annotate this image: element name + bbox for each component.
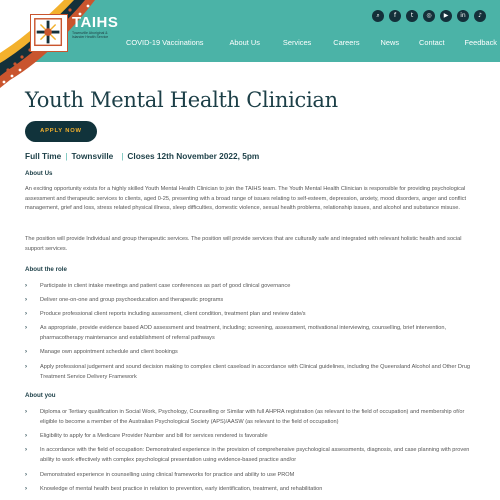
job-meta: [25, 151, 259, 161]
about-us-heading: About Us: [25, 170, 53, 177]
list-item-text: Produce professional client reports including assessment, client condition, treatment plan and review date/s: [40, 311, 306, 317]
meta-divider: |: [121, 151, 124, 161]
chevron-right-icon: ›: [25, 297, 27, 303]
chevron-right-icon: ›: [25, 447, 27, 453]
youtube-icon[interactable]: ▶: [440, 10, 452, 22]
list-item-text: As appropriate, provide evidence based AOD assessment and treatment, including; screening, assessment, motivational interviewing, counselling, brief intervention, pharmacotherapy maintenance and establishment of referral pathways: [40, 325, 447, 341]
chevron-right-icon: ›: [25, 325, 27, 331]
list-item-text: Demonstrated experience in counselling using clinical frameworks for practice and ability to use PROM: [40, 472, 295, 478]
chevron-right-icon: ›: [25, 486, 27, 492]
page-title: Youth Mental Health Clinician: [25, 88, 338, 112]
linkedin-icon[interactable]: in: [457, 10, 469, 22]
tiktok-icon[interactable]: ♪: [474, 10, 486, 22]
social-links: [372, 10, 486, 22]
about-you-heading: About you: [25, 392, 56, 399]
job-closing-date: Closes 12th November 2022, 5pm: [127, 151, 260, 161]
chevron-right-icon: ›: [25, 409, 27, 415]
nav-contact[interactable]: Contact: [419, 38, 445, 47]
nav-services[interactable]: Services: [282, 38, 312, 47]
facebook-icon[interactable]: f: [389, 10, 401, 22]
about-role-heading: About the role: [25, 266, 67, 273]
list-item-text: Diploma or Tertiary qualification in Social Work, Psychology, Counselling or Similar with full AHPRA registration (as relevant to the field of occupation) and membership of/or eligible to become a member of the Australian Psychological Society (APS)/AASW (as relevant to the field of occupation): [40, 409, 465, 425]
search-icon[interactable]: ⌕: [372, 10, 384, 22]
brand-name[interactable]: TAIHS: [72, 14, 119, 31]
chevron-right-icon: ›: [25, 364, 27, 370]
apply-now-button[interactable]: APPLY NOW: [25, 121, 97, 142]
nav-news[interactable]: News: [380, 38, 400, 47]
chevron-right-icon: ›: [25, 433, 27, 439]
list-item-text: Apply professional judgement and sound decision making to complex client caseload in accordance with Clinical guidelines, including the Queensland Alcohol and Other Drug Treatment Service Delivery Framework: [40, 364, 471, 380]
chevron-right-icon: ›: [25, 311, 27, 317]
about-us-paragraph-1: An exciting opportunity exists for a highly skilled Youth Mental Health Clinician to join the TAIHS team. The Youth Mental Health Clinician is responsible for providing psychological assessment and therapeutic services to clients, aged 0-25, presenting with a broad range of issues relating to self-esteem, depression, anxiety, mood disorders, anger and conflict management, grief and loss, stress related physical illness, sleep difficulties, domestic violence, sexual health problems, relationship issues, and alcohol and substance misuse.: [25, 186, 467, 212]
about-us-paragraph-2: The position will provide Individual and group therapeutic services. The position will provide services that are culturally safe and integrated with relevant holistic health and social support services.: [25, 236, 462, 252]
instagram-icon[interactable]: ◎: [423, 10, 435, 22]
list-item-text: Participate in client intake meetings and patient case conferences as part of good clinical governance: [40, 283, 291, 289]
job-location: Townsville: [71, 151, 114, 161]
nav-careers[interactable]: Careers: [333, 38, 360, 47]
logo-emblem[interactable]: [30, 14, 68, 52]
job-type: Full Time: [25, 151, 62, 161]
meta-divider: |: [65, 151, 68, 161]
chevron-right-icon: ›: [25, 349, 27, 355]
chevron-right-icon: ›: [25, 283, 27, 289]
nav-covid-vaccinations[interactable]: COVID-19 Vaccinations: [126, 38, 204, 47]
list-item-text: Manage own appointment schedule and client bookings: [40, 349, 178, 355]
nav-feedback[interactable]: Feedback: [464, 38, 497, 47]
list-item-text: Deliver one-on-one and group psychoeducation and therapeutic programs: [40, 297, 224, 303]
twitter-icon[interactable]: t: [406, 10, 418, 22]
main-nav: [126, 38, 497, 47]
list-item-text: Eligibility to apply for a Medicare Provider Number and bill for services rendered is favorable: [40, 433, 268, 439]
brand-subtitle: Townsville Aboriginal & Islander Health Service: [72, 31, 109, 39]
nav-about-us[interactable]: About Us: [229, 38, 260, 47]
list-item-text: In accordance with the field of occupation: Demonstrated experience in the provision of comprehensive psychological assessments, diagnosis, and case planning with proven ability to work effectively with complex psychological presentation using evidence-based practice and/or: [40, 447, 470, 463]
logo-mark-icon: [31, 15, 67, 51]
chevron-right-icon: ›: [25, 472, 27, 478]
list-item-text: Knowledge of mental health best practice in relation to prevention, early identification, treatment, and rehabilitation: [40, 486, 323, 492]
